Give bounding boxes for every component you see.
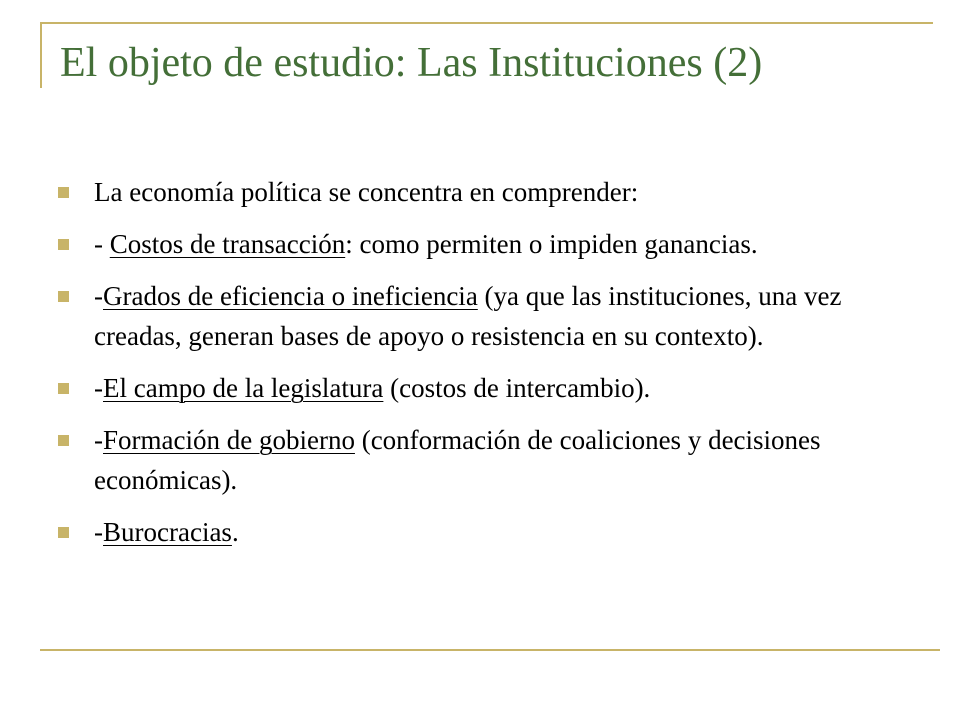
bullet-text: La economía política se concentra en comprender: <box>94 177 639 207</box>
bullet-underlined-term: Costos de transacción <box>109 229 346 259</box>
bullet-prefix: - <box>94 425 103 455</box>
bullet-underlined-term: Grados de eficiencia o ineficiencia <box>103 281 478 311</box>
bullet-item <box>56 512 906 552</box>
bullet-suffix: . <box>231 517 239 547</box>
bullet-suffix: (costos de intercambio). <box>383 373 651 403</box>
slide-title: El objeto de estudio: Las Instituciones (2) <box>60 40 763 86</box>
bullet-suffix: (ya que las instituciones, una vez creadas, generan bases de apoyo o resistencia en su contexto). <box>94 281 842 351</box>
frame-top-line <box>40 22 933 24</box>
square-bullet-icon <box>58 291 69 302</box>
frame-left-line <box>40 22 42 88</box>
bullet-underlined-term: Burocracias <box>103 517 232 547</box>
bullet-item <box>56 368 906 408</box>
bullet-list <box>56 172 906 564</box>
square-bullet-icon <box>58 239 69 250</box>
bullet-prefix: - <box>94 517 103 547</box>
bullet-item <box>56 420 906 500</box>
bullet-item <box>56 172 906 212</box>
square-bullet-icon <box>58 187 69 198</box>
square-bullet-icon <box>58 435 69 446</box>
frame-bottom-line <box>40 649 940 651</box>
bullet-prefix: - <box>94 373 103 403</box>
bullet-underlined-term: El campo de la legislatura <box>103 373 384 403</box>
bullet-suffix: : como permiten o impiden ganancias. <box>345 229 758 259</box>
bullet-item <box>56 224 906 264</box>
square-bullet-icon <box>58 383 69 394</box>
bullet-underlined-term: Formación de gobierno <box>103 425 355 455</box>
square-bullet-icon <box>58 527 69 538</box>
bullet-prefix: - <box>94 281 103 311</box>
bullet-prefix: - <box>94 229 110 259</box>
bullet-suffix: (conformación de coaliciones y decisiones económicas). <box>94 425 821 495</box>
bullet-item <box>56 276 906 356</box>
